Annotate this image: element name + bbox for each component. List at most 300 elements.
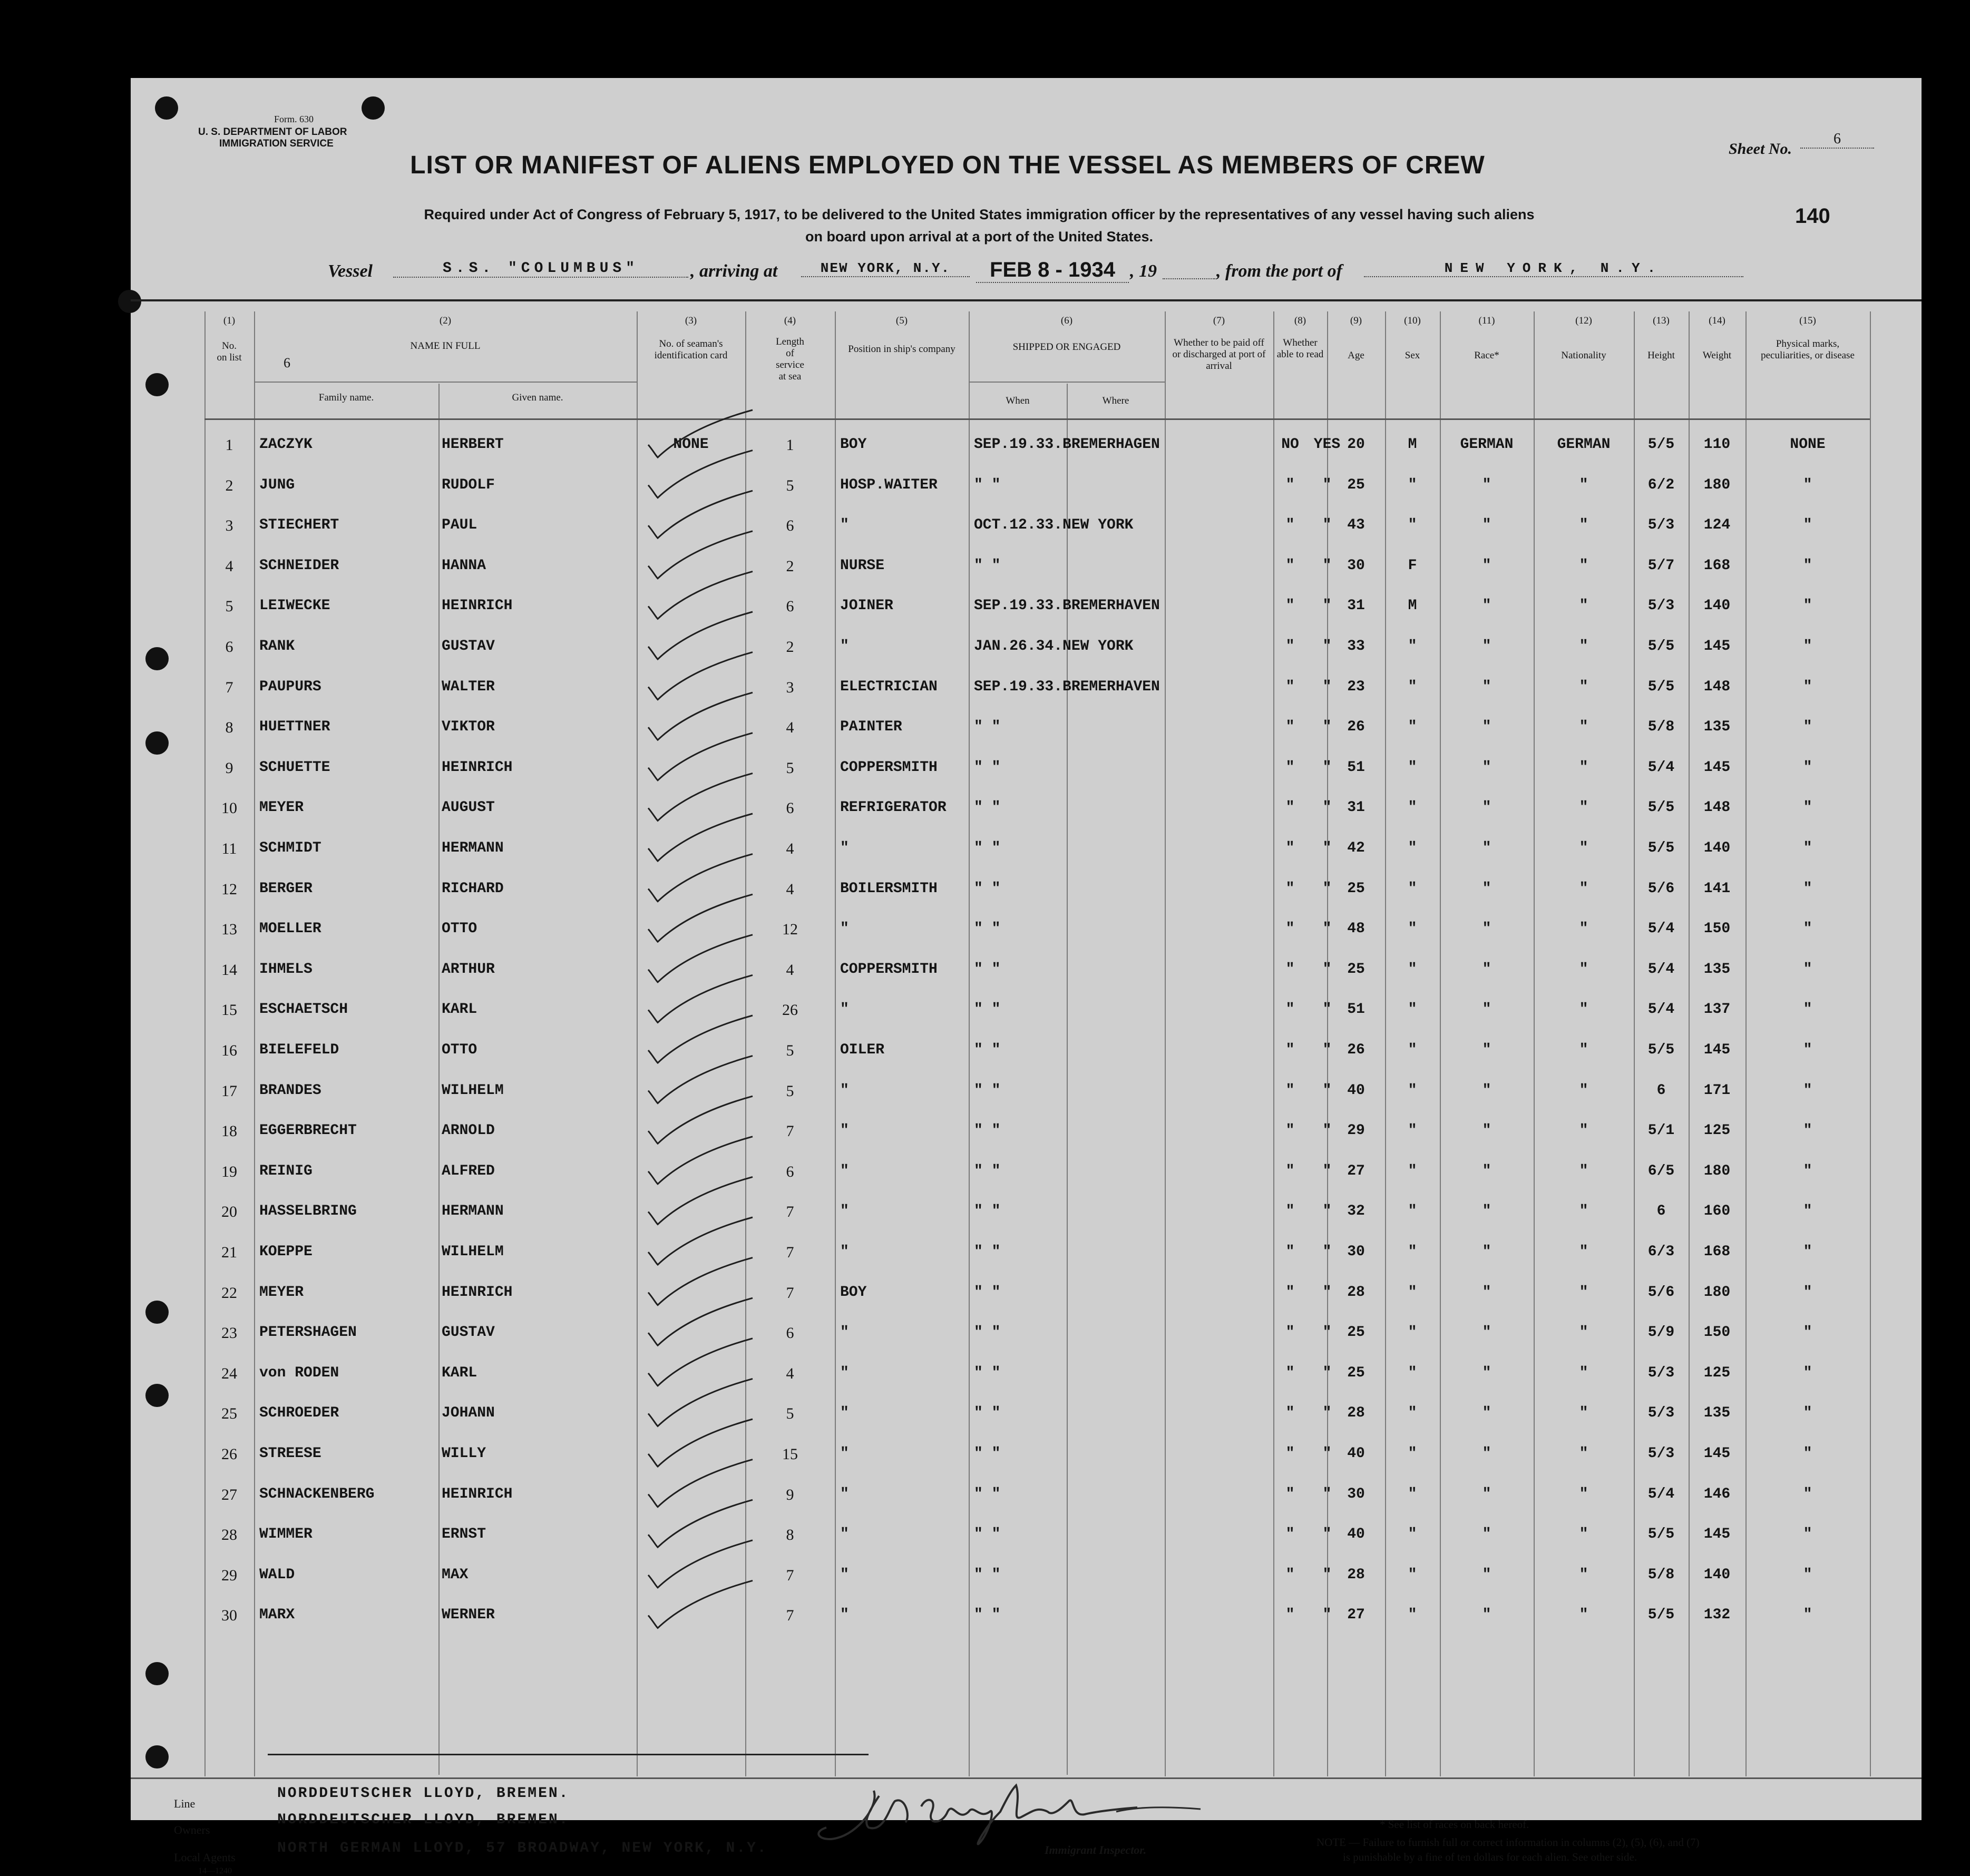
cell-read: " [1322,1486,1332,1502]
cell-nat: " [1579,1526,1588,1543]
cell-given: OTTO [442,921,477,937]
cell-len: 4 [786,961,794,979]
cell-read: " [1322,598,1332,614]
cell-no: 15 [221,1001,237,1019]
cell-len: 1 [786,436,794,454]
cell-age: 25 [1347,961,1365,978]
cell-height: 5/4 [1647,921,1675,937]
cell-age: 25 [1347,476,1365,493]
cell-given: WALTER [442,678,495,695]
cell-nat: " [1579,1203,1588,1220]
cell-shipped: " " [974,1162,1001,1179]
cell-family: MOELLER [259,921,321,937]
cell-no: 29 [221,1566,237,1584]
cell-nat: " [1579,759,1588,776]
cell-shipped: " " [974,1203,1001,1220]
cell-read: " [1322,678,1332,695]
cell-marks: " [1803,1486,1812,1502]
cell-height: 5/9 [1647,1324,1675,1341]
checkmark [648,1540,753,1588]
cell-shipped: " " [974,961,1001,978]
cell-race: GERMAN [1460,436,1514,453]
cell-race: " [1482,678,1491,695]
cell-paid: " [1285,759,1295,776]
cell-given: GUSTAV [442,638,495,654]
cell-paid: " [1285,1364,1295,1381]
cell-weight: 145 [1703,1526,1731,1543]
cell-age: 27 [1347,1162,1365,1179]
cell-len: 4 [786,880,794,898]
cell-given: KARL [442,1001,477,1018]
cell-family: STREESE [259,1445,321,1462]
checkmark [648,733,753,780]
cell-race: " [1482,557,1491,574]
cell-height: 5/5 [1647,1526,1675,1543]
cell-sex: " [1408,517,1417,534]
cell-weight: 141 [1703,880,1731,897]
cell-race: " [1482,1526,1491,1543]
checkmark [648,410,753,457]
cell-height: 6/2 [1647,476,1675,493]
cell-marks: " [1803,840,1812,856]
col-10-header: (10) Sex [1404,315,1421,361]
cell-no: 5 [225,598,233,615]
cell-shipped: SEP.19.33.BREMERHAGEN [974,436,1160,453]
cell-paid: " [1285,638,1295,654]
cell-pos: " [840,1203,849,1220]
cell-sex: " [1408,1001,1417,1018]
penalty-note-2: is punishable by a fine of ten dollars for each alien. See other side. [1343,1851,1637,1863]
cell-shipped: " " [974,1324,1001,1341]
cell-weight: 180 [1703,1284,1731,1301]
cell-sex: " [1408,1364,1417,1381]
cell-height: 5/5 [1647,840,1675,856]
cell-read: " [1322,1445,1332,1462]
cell-given: ARNOLD [442,1122,495,1139]
cell-family: PAUPURS [259,678,321,695]
checkmark [648,1298,753,1345]
col-4-header: (4) Length of service at sea [776,315,804,382]
cell-weight: 168 [1703,1244,1731,1260]
col-7-header: (7) Whether to be paid off or discharged at port of arrival [1172,315,1266,372]
cell-read: " [1322,1526,1332,1543]
cell-family: SCHROEDER [259,1405,339,1422]
cell-given: RUDOLF [442,476,495,493]
cell-sex: " [1408,1445,1417,1462]
cell-len: 6 [786,799,794,817]
line-label: Line [174,1797,196,1810]
cell-len: 7 [786,1607,794,1625]
cell-given: HERMANN [442,840,504,856]
agents-value: NORTH GERMAN LLOYD, 57 BROADWAY, NEW YORK, N.Y. [277,1840,768,1857]
cell-len: 3 [786,678,794,696]
col-8-header: (8) Whether able to read [1276,315,1324,360]
cell-pos: OILER [840,1042,885,1058]
cell-marks: " [1803,476,1812,493]
cell-weight: 140 [1703,598,1731,614]
cell-weight: 146 [1703,1486,1731,1502]
cell-family: KOEPPE [259,1244,313,1260]
cell-race: " [1482,799,1491,816]
cell-paid: " [1285,840,1295,856]
cell-race: " [1482,1445,1491,1462]
cell-nat: " [1579,1244,1588,1260]
cell-read: " [1322,1122,1332,1139]
cell-shipped: " " [974,1405,1001,1422]
cell-paid: " [1285,880,1295,897]
cell-weight: 148 [1703,678,1731,695]
cell-read: " [1322,1162,1332,1179]
cell-shipped: " " [974,1364,1001,1381]
cell-pos: " [840,1162,849,1179]
cell-height: 5/3 [1647,1364,1675,1381]
cell-pos: " [840,1122,849,1139]
cell-given: PAUL [442,517,477,534]
cell-read: " [1322,1284,1332,1301]
cell-marks: " [1803,1244,1812,1260]
cell-nat: " [1579,1162,1588,1179]
owners-value: NORDDEUTSCHER LLOYD, BREMEN. [277,1812,570,1828]
cell-family: JUNG [259,476,295,493]
cell-height: 5/4 [1647,1001,1675,1018]
cell-age: 43 [1347,517,1365,534]
checkmark [648,451,753,498]
checkmark [648,1177,753,1224]
cell-given: OTTO [442,1042,477,1058]
cell-nat: " [1579,880,1588,897]
cell-family: SCHNACKENBERG [259,1486,375,1502]
cell-marks: " [1803,557,1812,574]
cell-given: KARL [442,1364,477,1381]
cell-marks: " [1803,799,1812,816]
cell-marks: " [1803,1405,1812,1422]
cell-no: 16 [221,1042,237,1059]
cell-shipped: " " [974,1486,1001,1502]
subtitle-line-1: Required under Act of Congress of February 5, 1917, to be delivered to the United States immigration officer by the representatives of any vessel having such aliens [424,207,1535,222]
cell-age: 25 [1347,1324,1365,1341]
cell-sex: " [1408,840,1417,856]
cell-age: 33 [1347,638,1365,654]
cell-no: 27 [221,1486,237,1503]
cell-given: ALFRED [442,1162,495,1179]
cell-family: BERGER [259,880,313,897]
cell-paid: " [1285,1486,1295,1502]
col-3-header: (3) No. of seaman's identification card [654,315,728,361]
checkmark [648,894,753,942]
checkmark [648,975,753,1022]
cell-given: HERMANN [442,1203,504,1220]
cell-race: " [1482,880,1491,897]
cell-weight: 145 [1703,1042,1731,1058]
cell-family: PETERSHAGEN [259,1324,357,1341]
cell-read: " [1322,961,1332,978]
cell-marks: " [1803,1001,1812,1018]
cell-pos: PAINTER [840,719,902,736]
cell-weight: 124 [1703,517,1731,534]
cell-no: 6 [225,638,233,656]
cell-pos: " [840,1566,849,1583]
cell-age: 40 [1347,1526,1365,1543]
cell-pos: COPPERSMITH [840,759,938,776]
cell-age: 48 [1347,921,1365,937]
year-label: , 19 [1130,261,1157,281]
family-name-header: Family name. [318,392,374,403]
shipped-where-header: Where [1102,395,1129,406]
cell-shipped: " " [974,1445,1001,1462]
cell-given: WILHELM [442,1082,504,1099]
col-13-header: (13) Height [1647,315,1675,361]
cell-weight: 145 [1703,638,1731,654]
cell-no: 2 [225,476,233,494]
line-value: NORDDEUTSCHER LLOYD, BREMEN. [277,1785,570,1802]
cell-marks: " [1803,1324,1812,1341]
cell-family: BRANDES [259,1082,321,1099]
checkmark [648,652,753,700]
cell-sex: " [1408,1607,1417,1624]
checkmark [648,692,753,740]
cell-given: HANNA [442,557,486,574]
cell-read: " [1322,1607,1332,1624]
cell-weight: 145 [1703,759,1731,776]
cell-given: VIKTOR [442,719,495,736]
cell-paid: " [1285,1284,1295,1301]
cell-race: " [1482,840,1491,856]
cell-weight: 135 [1703,1405,1731,1422]
cell-nat: " [1579,1284,1588,1301]
cell-no: 21 [221,1244,237,1261]
cell-nat: " [1579,961,1588,978]
checkmark [648,1500,753,1547]
cell-read: " [1322,921,1332,937]
cell-pos: " [840,1082,849,1099]
cell-read: " [1322,1324,1332,1341]
cell-len: 5 [786,759,794,777]
cell-age: 28 [1347,1405,1365,1422]
cell-nat: " [1579,1082,1588,1099]
cell-nat: " [1579,517,1588,534]
cell-len: 6 [786,1162,794,1180]
cell-len: 9 [786,1486,794,1503]
cell-sex: " [1408,1486,1417,1502]
cell-nat: " [1579,1405,1588,1422]
cell-sex: " [1408,1405,1417,1422]
cell-sex: F [1408,557,1417,574]
races-note: * See list of races on back hereof. [1380,1818,1529,1831]
cell-marks: " [1803,1122,1812,1139]
cell-weight: 148 [1703,799,1731,816]
cell-race: " [1482,1486,1491,1502]
cell-marks: " [1803,1607,1812,1624]
cell-read: " [1322,1405,1332,1422]
cell-age: 27 [1347,1607,1365,1624]
checkmark [648,1056,753,1103]
date-stamp: FEB 8 - 1934 [976,258,1129,283]
cell-read: " [1322,1244,1332,1260]
cell-read: " [1322,638,1332,654]
checkmark [648,612,753,659]
cell-read: " [1322,1566,1332,1583]
cell-race: " [1482,1566,1491,1583]
cell-marks: NONE [1790,436,1826,453]
cell-race: " [1482,759,1491,776]
cell-height: 5/5 [1647,799,1675,816]
cell-paid: " [1285,921,1295,937]
cell-pos: " [840,1607,849,1624]
cell-given: WILHELM [442,1244,504,1260]
cell-shipped: " " [974,880,1001,897]
cell-pos: " [840,1001,849,1018]
cell-marks: " [1803,1445,1812,1462]
cell-len: 6 [786,517,794,535]
cell-shipped: " " [974,1042,1001,1058]
cell-sex: " [1408,638,1417,654]
shipped-when-header: When [1006,395,1030,406]
cell-len: 5 [786,1042,794,1059]
col-15-header: (15) Physical marks, peculiarities, or disease [1761,315,1855,361]
cell-marks: " [1803,1364,1812,1381]
department-label: U. S. DEPARTMENT OF LABOR [198,126,347,138]
cell-paid: " [1285,1001,1295,1018]
cell-sex: " [1408,1122,1417,1139]
cell-marks: " [1803,961,1812,978]
cell-no: 28 [221,1526,237,1544]
cell-race: " [1482,638,1491,654]
cell-len: 7 [786,1244,794,1261]
cell-nat: " [1579,719,1588,736]
checkmark [648,1338,753,1386]
cell-shipped: SEP.19.33.BREMERHAVEN [974,598,1160,614]
cell-given: AUGUST [442,799,495,816]
cell-paid: " [1285,517,1295,534]
cell-sex: " [1408,799,1417,816]
cell-marks: " [1803,1284,1812,1301]
cell-marks: " [1803,921,1812,937]
checkmark [648,773,753,820]
cell-family: BIELEFELD [259,1042,339,1058]
cell-len: 8 [786,1526,794,1544]
cell-weight: 135 [1703,719,1731,736]
checkmark [648,491,753,538]
cell-shipped: SEP.19.33.BREMERHAVEN [974,678,1160,695]
cell-race: " [1482,921,1491,937]
list-number: 140 [1795,204,1830,228]
cell-given: WERNER [442,1607,495,1624]
cell-race: " [1482,1203,1491,1220]
cell-race: " [1482,598,1491,614]
cell-no: 10 [221,799,237,817]
cell-weight: 180 [1703,476,1731,493]
cell-nat: " [1579,1122,1588,1139]
cell-given: RICHARD [442,880,504,897]
cell-family: LEIWECKE [259,598,330,614]
cell-pos: " [840,1445,849,1462]
cell-sex: " [1408,1284,1417,1301]
cell-shipped: " " [974,759,1001,776]
cell-marks: " [1803,598,1812,614]
cell-shipped: " " [974,1607,1001,1624]
cell-age: 31 [1347,799,1365,816]
owners-label: Owners [174,1823,210,1836]
cell-nat: " [1579,1607,1588,1624]
cell-pos: BOY [840,436,867,453]
cell-marks: " [1803,1526,1812,1543]
cell-marks: " [1803,517,1812,534]
cell-pos: NURSE [840,557,885,574]
cell-paid: " [1285,1244,1295,1260]
cell-height: 5/3 [1647,1405,1675,1422]
cell-read: " [1322,476,1332,493]
checkmark [648,571,753,619]
cell-family: WIMMER [259,1526,313,1543]
cell-height: 5/6 [1647,880,1675,897]
checkmark [648,814,753,861]
cell-height: 6 [1656,1203,1666,1220]
cell-given: WILLY [442,1445,486,1462]
cell-pos: REFRIGERATOR [840,799,947,816]
cell-paid: " [1285,678,1295,695]
cell-nat: " [1579,557,1588,574]
cell-sex: " [1408,1162,1417,1179]
cell-no: 26 [221,1445,237,1463]
cell-pos: " [840,1405,849,1422]
cell-height: 5/3 [1647,517,1675,534]
cell-race: " [1482,476,1491,493]
cell-race: " [1482,1122,1491,1139]
cell-marks: " [1803,880,1812,897]
cell-marks: " [1803,638,1812,654]
cell-sex: " [1408,759,1417,776]
cell-height: 5/1 [1647,1122,1675,1139]
cell-no: 20 [221,1203,237,1221]
cell-marks: " [1803,678,1812,695]
cell-nat: " [1579,1566,1588,1583]
cell-read: " [1322,1042,1332,1058]
cell-marks: " [1803,1162,1812,1179]
col-2-header: (2) NAME IN FULL [410,315,481,351]
cell-sex: " [1408,921,1417,937]
checkmark [648,1419,753,1467]
cell-family: IHMELS [259,961,313,978]
cell-nat: " [1579,1486,1588,1502]
checkmark [648,1379,753,1426]
cell-height: 5/5 [1647,1042,1675,1058]
cell-shipped: " " [974,1001,1001,1018]
cell-height: 6/5 [1647,1162,1675,1179]
cell-weight: 160 [1703,1203,1731,1220]
cell-race: " [1482,1042,1491,1058]
cell-weight: 125 [1703,1364,1731,1381]
cell-race: " [1482,1405,1491,1422]
cell-weight: 135 [1703,961,1731,978]
cell-read: " [1322,1082,1332,1099]
cell-age: 26 [1347,1042,1365,1058]
cell-age: 40 [1347,1445,1365,1462]
cell-shipped: " " [974,1526,1001,1543]
cell-pos: " [840,1324,849,1341]
cell-race: " [1482,1244,1491,1260]
cell-pos: " [840,517,849,534]
cell-len: 2 [786,557,794,575]
cell-sex: " [1408,880,1417,897]
arriving-label: , arriving at [690,261,778,281]
cell-no: 24 [221,1364,237,1382]
cell-paid: " [1285,1203,1295,1220]
from-port: NEW YORK, N.Y. [1364,260,1743,277]
cell-age: 29 [1347,1122,1365,1139]
cell-shipped: " " [974,557,1001,574]
cell-pos: " [840,1486,849,1502]
cell-given: MAX [442,1566,469,1583]
